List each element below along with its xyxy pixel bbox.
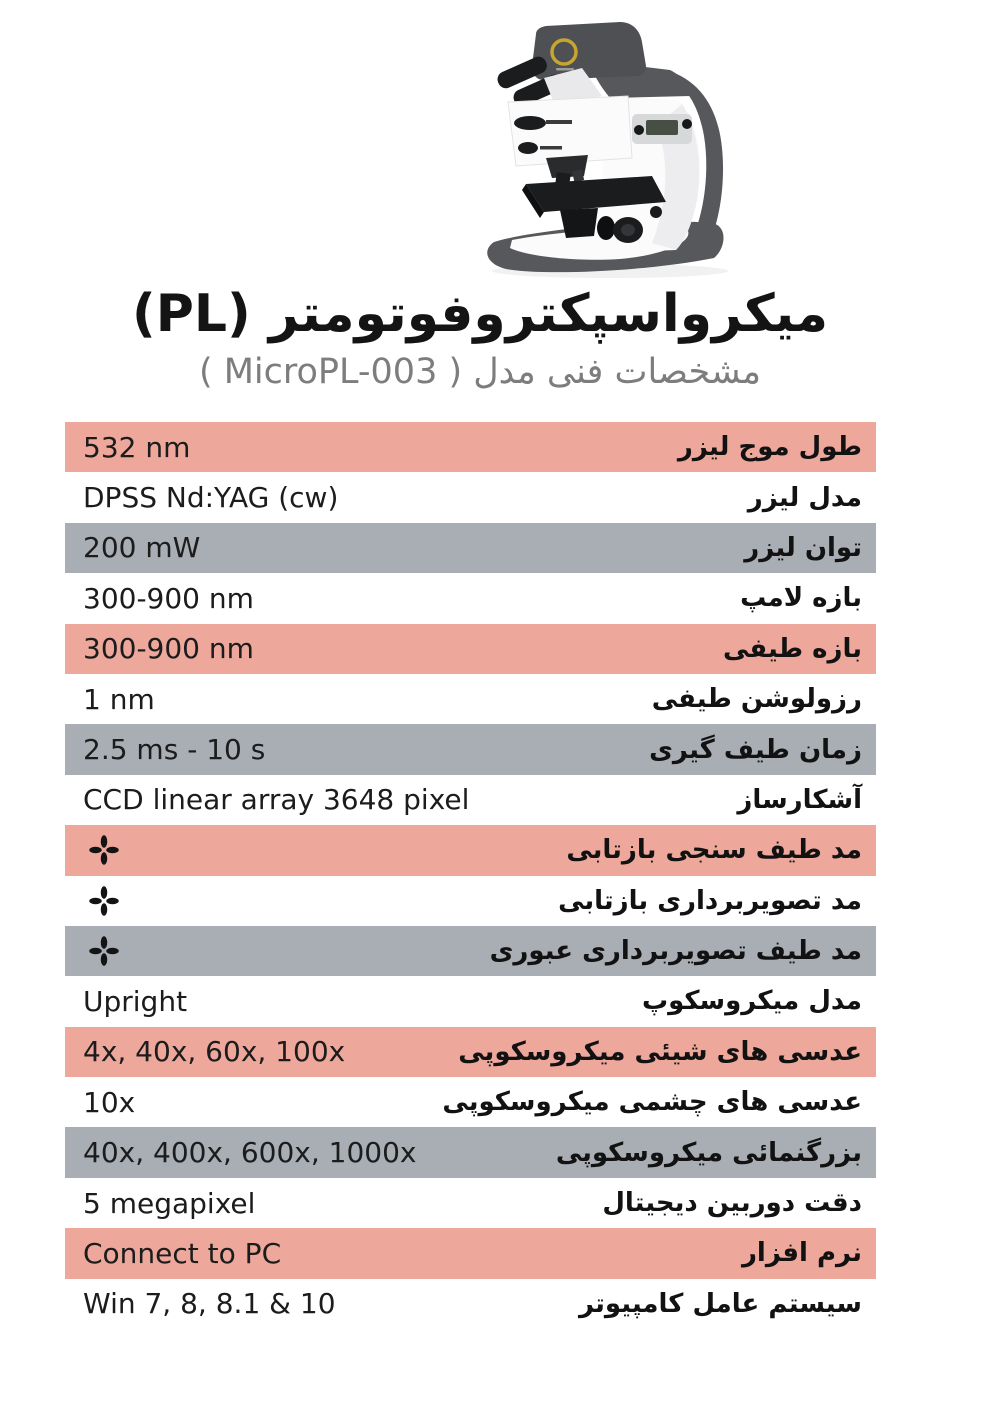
spec-table xyxy=(65,422,876,1329)
page-title: میکرواسپکتروفوتومتر (PL) xyxy=(131,284,829,344)
spec-label: بازه لامپ xyxy=(740,583,862,614)
spec-label: مد تصویربرداری بازتابی xyxy=(558,885,862,916)
spec-value: 2.5 ms - 10 s xyxy=(83,733,266,767)
spec-value: 300-900 nm xyxy=(83,581,254,615)
spec-value: DPSS Nd:YAG (cw) xyxy=(83,481,339,515)
spec-row xyxy=(65,674,876,724)
spec-row xyxy=(65,1279,876,1329)
spec-row xyxy=(65,876,876,926)
spec-label: رزولوشن طیفی xyxy=(651,684,862,715)
spec-label: توان لیزر xyxy=(744,532,862,563)
spec-row xyxy=(65,775,876,825)
spec-value: 10x xyxy=(83,1085,136,1119)
four-petal-asterisk-icon xyxy=(89,835,119,865)
spec-label: مدل لیزر xyxy=(747,482,862,513)
spec-label: دقت دوربین دیجیتال xyxy=(602,1188,862,1219)
spec-value: Win 7, 8, 8.1 & 10 xyxy=(83,1287,336,1321)
spec-value: CCD linear array 3648 pixel xyxy=(83,783,470,817)
spec-row xyxy=(65,624,876,674)
spec-row xyxy=(65,422,876,472)
spec-label: مدل میکروسکوپ xyxy=(641,986,862,1017)
spec-row xyxy=(65,523,876,573)
spec-value: 200 mW xyxy=(83,531,201,565)
mode-supported-cell xyxy=(83,936,119,966)
spec-value: 40x, 400x, 600x, 1000x xyxy=(83,1136,417,1170)
spec-value: Upright xyxy=(83,984,188,1018)
spec-label: نرم افزار xyxy=(741,1238,862,1269)
spec-label: مد طیف تصویربرداری عبوری xyxy=(489,936,862,967)
spec-label: عدسی های چشمی میکروسکوپی xyxy=(442,1087,862,1118)
four-petal-asterisk-icon xyxy=(89,886,119,916)
mode-supported-cell xyxy=(83,835,119,865)
spec-value: 532 nm xyxy=(83,430,191,464)
spec-row xyxy=(65,926,876,976)
spec-value: 300-900 nm xyxy=(83,632,254,666)
spec-label: مد طیف سنجی بازتابی xyxy=(566,835,862,866)
spec-value: 1 nm xyxy=(83,682,155,716)
mode-supported-cell xyxy=(83,886,119,916)
spec-label: بزرگنمائی میکروسکوپی xyxy=(555,1137,862,1168)
spec-label: زمان طیف گیری xyxy=(649,734,862,765)
spec-row xyxy=(65,1077,876,1127)
spec-label: عدسی های شیئی میکروسکوپی xyxy=(458,1036,862,1067)
page-subtitle: مشخصات فنی مدل ( MicroPL-003 ) xyxy=(198,352,762,392)
four-petal-asterisk-icon xyxy=(89,936,119,966)
spec-row xyxy=(65,1027,876,1077)
spec-row xyxy=(65,976,876,1026)
spec-value: Connect to PC xyxy=(83,1236,282,1270)
spec-row xyxy=(65,825,876,875)
spec-row xyxy=(65,573,876,623)
spec-value: 5 megapixel xyxy=(83,1186,256,1220)
spec-row xyxy=(65,472,876,522)
spec-value: 4x, 40x, 60x, 100x xyxy=(83,1035,346,1069)
spec-row xyxy=(65,1127,876,1177)
spec-row xyxy=(65,724,876,774)
microscope-image xyxy=(455,8,765,283)
spec-label: سیستم عامل کامپیوتر xyxy=(578,1288,862,1319)
spec-row xyxy=(65,1178,876,1228)
spec-row xyxy=(65,1228,876,1278)
spec-label: آشکارساز xyxy=(737,784,862,815)
spec-label: بازه طیفی xyxy=(722,633,862,664)
spec-label: طول موج لیزر xyxy=(677,432,862,463)
